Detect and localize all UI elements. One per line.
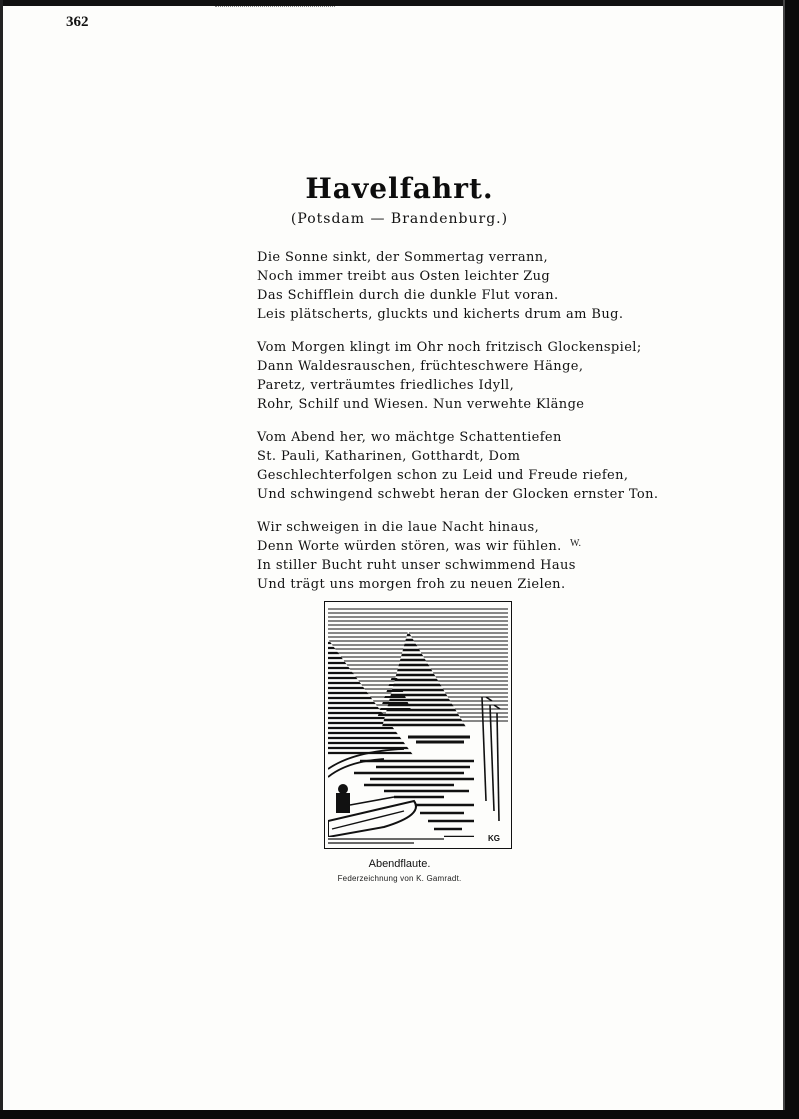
poem-line: Dann Waldesrauschen, früchteschwere Hänge, bbox=[257, 359, 584, 374]
poem-line: Wir schweigen in die laue Nacht hinaus, bbox=[257, 520, 540, 535]
stanza bbox=[257, 428, 659, 504]
stanza bbox=[257, 518, 637, 594]
poem-title: Havelfahrt. bbox=[305, 172, 494, 205]
scan-artifact bbox=[215, 6, 335, 11]
poem-line: Vom Abend her, wo mächtge Schattentiefen bbox=[257, 430, 562, 445]
poem-line: Das Schifflein durch die dunkle Flut voran. bbox=[257, 288, 559, 303]
poem-line: Paretz, verträumtes friedliches Idyll, bbox=[257, 378, 515, 393]
page-number: 362 bbox=[66, 14, 89, 30]
poem-line: Rohr, Schilf und Wiesen. Nun verwehte Klänge bbox=[257, 397, 585, 412]
poem-signature: W. bbox=[570, 538, 582, 549]
poem-line: Und trägt uns morgen froh zu neuen Zielen. bbox=[257, 577, 566, 592]
illustration-credit: Federzeichnung von K. Gamradt. bbox=[337, 874, 462, 883]
poem-line: Leis plätscherts, gluckts und kicherts drum am Bug. bbox=[257, 307, 624, 322]
poem-line: Denn Worte würden stören, was wir fühlen. bbox=[257, 539, 562, 554]
poem-line: Die Sonne sinkt, der Sommertag verrann, bbox=[257, 250, 549, 265]
scan-border-right bbox=[785, 0, 799, 1119]
poem-line: Vom Morgen klingt im Ohr noch fritzisch Glockenspiel; bbox=[257, 340, 642, 355]
poem-line: Und schwingend schwebt heran der Glocken ernster Ton. bbox=[257, 487, 659, 502]
scan-border-top bbox=[0, 0, 799, 6]
poem-line: Noch immer treibt aus Osten leichter Zug bbox=[257, 269, 551, 284]
poem-subtitle: (Potsdam — Brandenburg.) bbox=[290, 211, 509, 227]
poem-line: St. Pauli, Katharinen, Gotthardt, Dom bbox=[257, 449, 521, 464]
scan-border-left bbox=[0, 0, 3, 1119]
stanza bbox=[257, 248, 637, 324]
stanza bbox=[257, 338, 642, 414]
scan-border-bottom bbox=[0, 1110, 799, 1119]
illustration-caption: Abendflaute. bbox=[368, 858, 431, 870]
artist-monogram: KG bbox=[488, 834, 500, 843]
poem-line: Geschlechterfolgen schon zu Leid und Freude riefen, bbox=[257, 468, 629, 483]
poem-line: In stiller Bucht ruht unser schwimmend Haus bbox=[257, 558, 576, 573]
pen-drawing-illustration bbox=[324, 601, 512, 849]
